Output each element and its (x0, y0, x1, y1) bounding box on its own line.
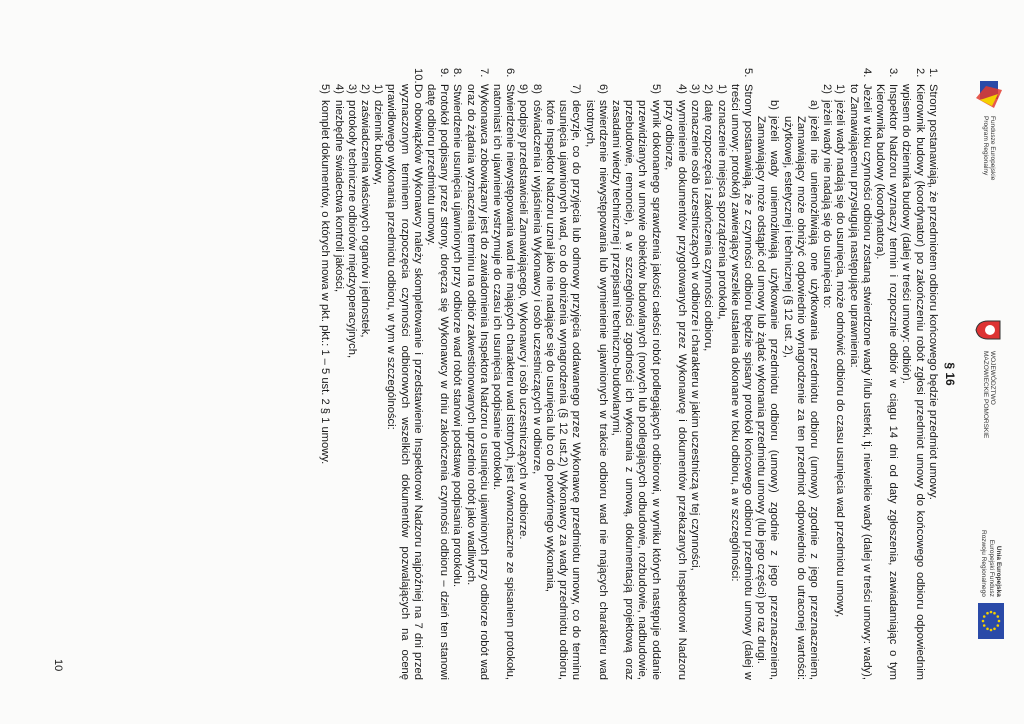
point-text: datę rozpoczęcia i zakończenia czynności odbioru, (702, 100, 715, 352)
clause-text: Jeżeli w toku czynności odbioru zostaną stwierdzone wady i/lub usterki, tj. niewielkie wady (dalej w treści umowy: wady), to Zamawiającemu przysługują następujące uprawnienia: (847, 84, 873, 680)
clause-10-point-3 (345, 68, 358, 680)
point-number: 9) (517, 84, 530, 94)
point-text: oznaczenie miejsca sporządzenia protokołu, (715, 100, 728, 320)
point-text: decyzje, co do przyjęcia lub odmowy przyjęcia oddawanego przez Wykonawcę przedmiotu umowy, co do terminu usunięcia ujawnionych wad, co do obniżenia wynagrodzenia (§ 12 ust.2) Wykonawcy za wady przedmiotu odbioru, które Inspektor Nadzoru uznał jako nie nadające się do usunięcia lub co do powtórnego wykonania, (543, 100, 583, 680)
point-number: 1) (372, 84, 385, 94)
clause-text: Inspektor Nadzoru wyznaczy termin i rozpocznie odbiór w ciągu 14 dni od daty zgłoszenia, zawiadamiając o tym Kierownika budowy (koordynatora). (873, 84, 900, 680)
clause-10-point-1 (371, 68, 384, 680)
page-number: 10 (52, 659, 64, 672)
clause-text: Do obowiązków Wykonawcy należy skompletowanie i przedstawienie Inspektorowi Nadzoru najpóźniej na 7 dni przed wyznaczonym terminem rozpoczęcia czynności odbiorowych wszelkich dokumentów pozwalających na ocenę prawidłowego wykonania przedmiotu odbioru, w tym w szczególności: (385, 84, 424, 680)
point-text: wymienienie dokumentów przygotowanych przez Wykonawcę i dokumentów przekazanych Inspektorowi Nadzoru przy odbiorze, (662, 100, 688, 680)
clause-number: 3. (887, 68, 900, 78)
subpoint-text: jeżeli nie uniemożliwiają one użytkowania przedmiotu odbioru (umowy) zgodnie z jego przeznaczeniem, Zamawiający może obniżyć odpowiednio wynagrodzenie za ten przedmiot odpowiednio do utraconej wartości: użytkowej, estetycznej i technicznej (§ 12 ust. 2), (781, 116, 820, 680)
ue-sub1: Europejski Fundusz (987, 539, 995, 597)
point-number: 2) (821, 84, 834, 94)
point-number: 3) (345, 84, 358, 94)
logo-wojewodztwo (974, 315, 1004, 438)
logo-fundusze-europejskie (974, 80, 1004, 180)
ue-name: Unia Europejska (995, 545, 1003, 597)
logo-bar (962, 60, 1018, 684)
point-number: 7) (570, 84, 583, 94)
clause-5-point-9 (516, 68, 529, 680)
clause-4 (846, 68, 872, 680)
clause-number: 5. (741, 68, 754, 78)
point-text: oznaczenie osób uczestniczących w odbiorze i charakteru w jakim uczestniczą w tej czynności, (689, 100, 702, 571)
clause-4-point-2a (780, 68, 820, 680)
point-text: jeżeli wady nie nadają się do usunięcia to: (821, 100, 834, 309)
point-text: zaświadczenia właściwych organów i jednostek, (359, 100, 372, 338)
logo-unia-europejska (978, 530, 1004, 645)
clause-5 (728, 68, 754, 680)
subpoint-text: jeżeli wady uniemożliwiają użytkowanie przedmiotu odbioru (umowy) zgodnie z jego przeznaczeniem, Zamawiający może odstąpić od umowy lub żądać wykonania przedmiotu umowy (lub jego części) po raz drugi. (755, 116, 781, 680)
point-number: 5) (649, 84, 662, 94)
subpoint-letter: b) (768, 100, 781, 110)
clause-text: Wykonawca zobowiązany jest do zawiadomienia Inspektora Nadzoru o usunięciu ujawnionych przy odbiorze robót wad oraz do żądania wyznaczenia terminu na odbiór zakwestionowanych uprzednio robót jako wadliwych. (464, 84, 490, 680)
clause-5-point-3 (688, 68, 701, 680)
clause-text: Strony postanawiają, że z czynności odbioru będzie spisany protokół końcowego odbioru przedmiotu umowy (dalej w treści umowy: protokół) zawierający wszelkie ustalenia dokonane w toku odbioru, a w szczególności: (728, 84, 754, 680)
clause-10-point-4 (331, 68, 344, 680)
clause-text: Strony postanawiają, że przedmiotem odbioru końcowego będzie przedmiot umowy. (926, 84, 939, 500)
subpoint-letter: a) (807, 100, 820, 110)
ue-sub2: Rozwoju Regionalnego (980, 530, 988, 597)
point-number: 1) (834, 84, 847, 94)
point-text: wynik dokonanego sprawdzenia jakości całości robót podlegających odbiorowi, w wyniku których następuje oddanie przewidzianych w umowie obiektów budowlanych (nowych lub podlegających odbudowie, rozbudowie, nadbudowie, przebudowie, remoncie), a w szczególności zgodności ich wykonania z umową, dokumentacją projektową oraz zasadami wiedzy technicznej i przepisami techniczno-budowlanymi, (609, 100, 662, 680)
point-number: 5) (319, 84, 332, 94)
clause-8 (450, 68, 463, 680)
fe-sub: Program Regionalny (982, 116, 989, 176)
clause-text: Kierownik budowy (koordynator) po zakończeniu robót zgłosi przedmiot umowy do końcowego odbioru odpowiednim wpisem do dziennika budowy (dalej w treści umowy: odbiór). (900, 84, 926, 680)
point-number: 8) (530, 84, 543, 94)
clause-5-point-8 (530, 68, 543, 680)
point-text: komplet dokumentów, o których mowa w pkt. pkt.: 1 – 5 ust. 2 § 1 umowy. (319, 100, 332, 465)
clause-text: Stwierdzenie niewystępowania wad nie mających charakteru wad istotnych, jest równoznaczne ze spisaniem protokołu, natomiast ich ujawnienie wstrzymuje do czasu ich usunięcia podpisanie protokołu. (491, 84, 517, 680)
section-title: § 16 (943, 362, 957, 386)
clause-7 (463, 68, 489, 680)
clause-text: Stwierdzenie usunięcia ujawnionych przy odbiorze wad robót stanowi podstawę podpisania protokołu. (451, 84, 464, 588)
fundusze-europejskie-icon (974, 80, 1004, 110)
point-text: niezbędne świadectwa kontroli jakości, (332, 100, 345, 293)
eu-flag-icon (978, 603, 1004, 639)
clause-5-point-6 (582, 68, 608, 680)
clause-number: 9. (438, 68, 451, 78)
clause-text: Protokół podpisany przez strony, doręcza się Wykonawcy w dniu zakończenia czynności odbioru – dzień ten stanowi datę odbioru przedmiotu umowy. (425, 84, 451, 680)
clause-number: 7. (477, 68, 490, 78)
point-number: 4) (675, 84, 688, 94)
clause-4-point-1 (833, 68, 846, 680)
coat-of-arms-icon (974, 315, 1004, 345)
clause-5-point-5 (609, 68, 662, 680)
clause-10-point-2 (358, 68, 371, 680)
clause-5-point-2 (701, 68, 714, 680)
clause-10-point-5 (318, 68, 331, 680)
point-text: protokoły techniczne odbiorów międzyoperacyjnych, (345, 100, 358, 359)
clause-4-point-2b (754, 68, 780, 680)
point-number: 2) (359, 84, 372, 94)
point-text: oświadczenia i wyjaśnienia Wykonawcy i osób uczestniczących w odbiorze, (530, 100, 543, 475)
clause-5-point-4 (662, 68, 688, 680)
clause-2 (899, 68, 925, 680)
clause-4-point-2 (820, 68, 833, 680)
fe-name: Fundusze Europejskie (989, 116, 997, 181)
woj-name: WOJEWÓDZTWO (989, 351, 997, 405)
point-text: stwierdzenie niewystępowania lub wymienienie ujawnionych w trakcie odbioru wad nie mających charakteru wad istotnych, (583, 100, 609, 680)
clause-9 (424, 68, 450, 680)
point-text: podpisy przedstawicieli Zamawiającego, Wykonawcy i osób uczestniczących w odbiorze. (517, 100, 530, 540)
clause-number: 2. (913, 68, 926, 78)
point-number: 6) (596, 84, 609, 94)
clause-10 (384, 68, 424, 680)
clause-1 (926, 68, 939, 680)
point-number: 4) (332, 84, 345, 94)
woj-sub: MAZOWIECKIE POMORSKIE (982, 351, 989, 439)
clause-3 (873, 68, 899, 680)
clause-number: 6. (504, 68, 517, 78)
point-number: 1) (715, 84, 728, 94)
clause-number: 10. (411, 68, 424, 84)
point-text: dziennik budowy, (372, 100, 385, 185)
point-text: jeżeli wady nadają się do usunięcia, może odmówić odbioru do czasu usunięcia wad przedmiotu umowy, (834, 100, 847, 618)
section-content (318, 68, 956, 680)
clause-number: 1. (926, 68, 939, 78)
clause-number: 4. (860, 68, 873, 78)
clause-6 (490, 68, 516, 680)
clause-number: 8. (451, 68, 464, 78)
point-number: 2) (702, 84, 715, 94)
point-number: 3) (689, 84, 702, 94)
clause-5-point-1 (714, 68, 727, 680)
clause-5-point-7 (543, 68, 583, 680)
